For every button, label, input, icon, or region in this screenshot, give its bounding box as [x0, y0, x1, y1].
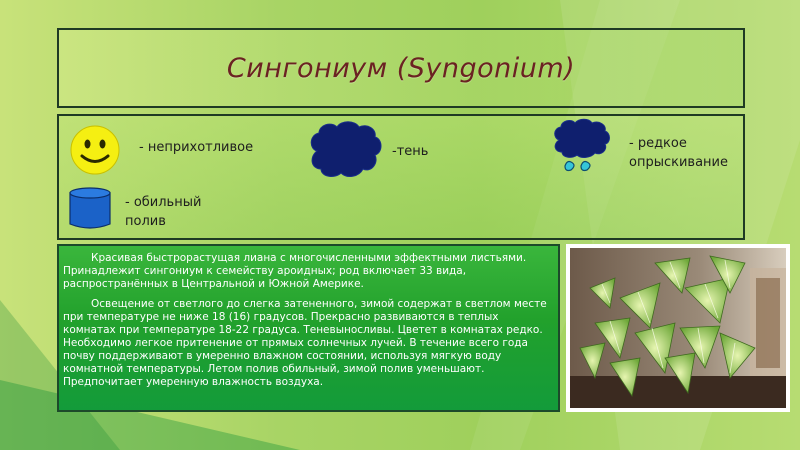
- page-title: Сингониум (Syngonium): [226, 52, 576, 84]
- description-panel: [57, 244, 560, 412]
- spray-cloud-icon: [551, 118, 613, 176]
- cloud-icon: [307, 121, 383, 181]
- bucket-icon: [67, 186, 113, 232]
- care-icons-panel: [57, 114, 745, 240]
- description-paragraph-2: Освещение от светлого до слегка затененного, зимой содержат в светлом месте при температуре не ниже 18 (16) градусов. Прекрасно развиваются в теплых комнатах при температуре 18-22 градуса. Теневыносливы. Цветет в комнатах редко. Необходимо легкое притенение от прямых солнечных лучей. В течение всего года почву поддерживают в умеренно влажном состоянии, используя мягкую воду комнатной температуры. Летом полив обильный, зимой полив уменьшают. Предпочитает умеренную влажность воздуха.: [63, 298, 547, 388]
- shade-label: -тень: [392, 144, 429, 159]
- smiley-icon: [69, 124, 121, 176]
- smiley-label: - неприхотливое: [139, 140, 254, 155]
- description-paragraph-1: Красивая быстрорастущая лиана с многочисленными эффектными листьями. Принадлежит сингониум к семейству ароидных; род включает 33 вида, распространённых в Центральной и Южной Америке.: [63, 252, 527, 290]
- water-label: - обильный полив: [125, 195, 202, 229]
- title-box: [57, 28, 745, 108]
- syngonium-plant-photo: [570, 248, 786, 408]
- spray-label: - редкое опрыскивание: [629, 136, 728, 170]
- plant-photo-frame: [566, 244, 790, 412]
